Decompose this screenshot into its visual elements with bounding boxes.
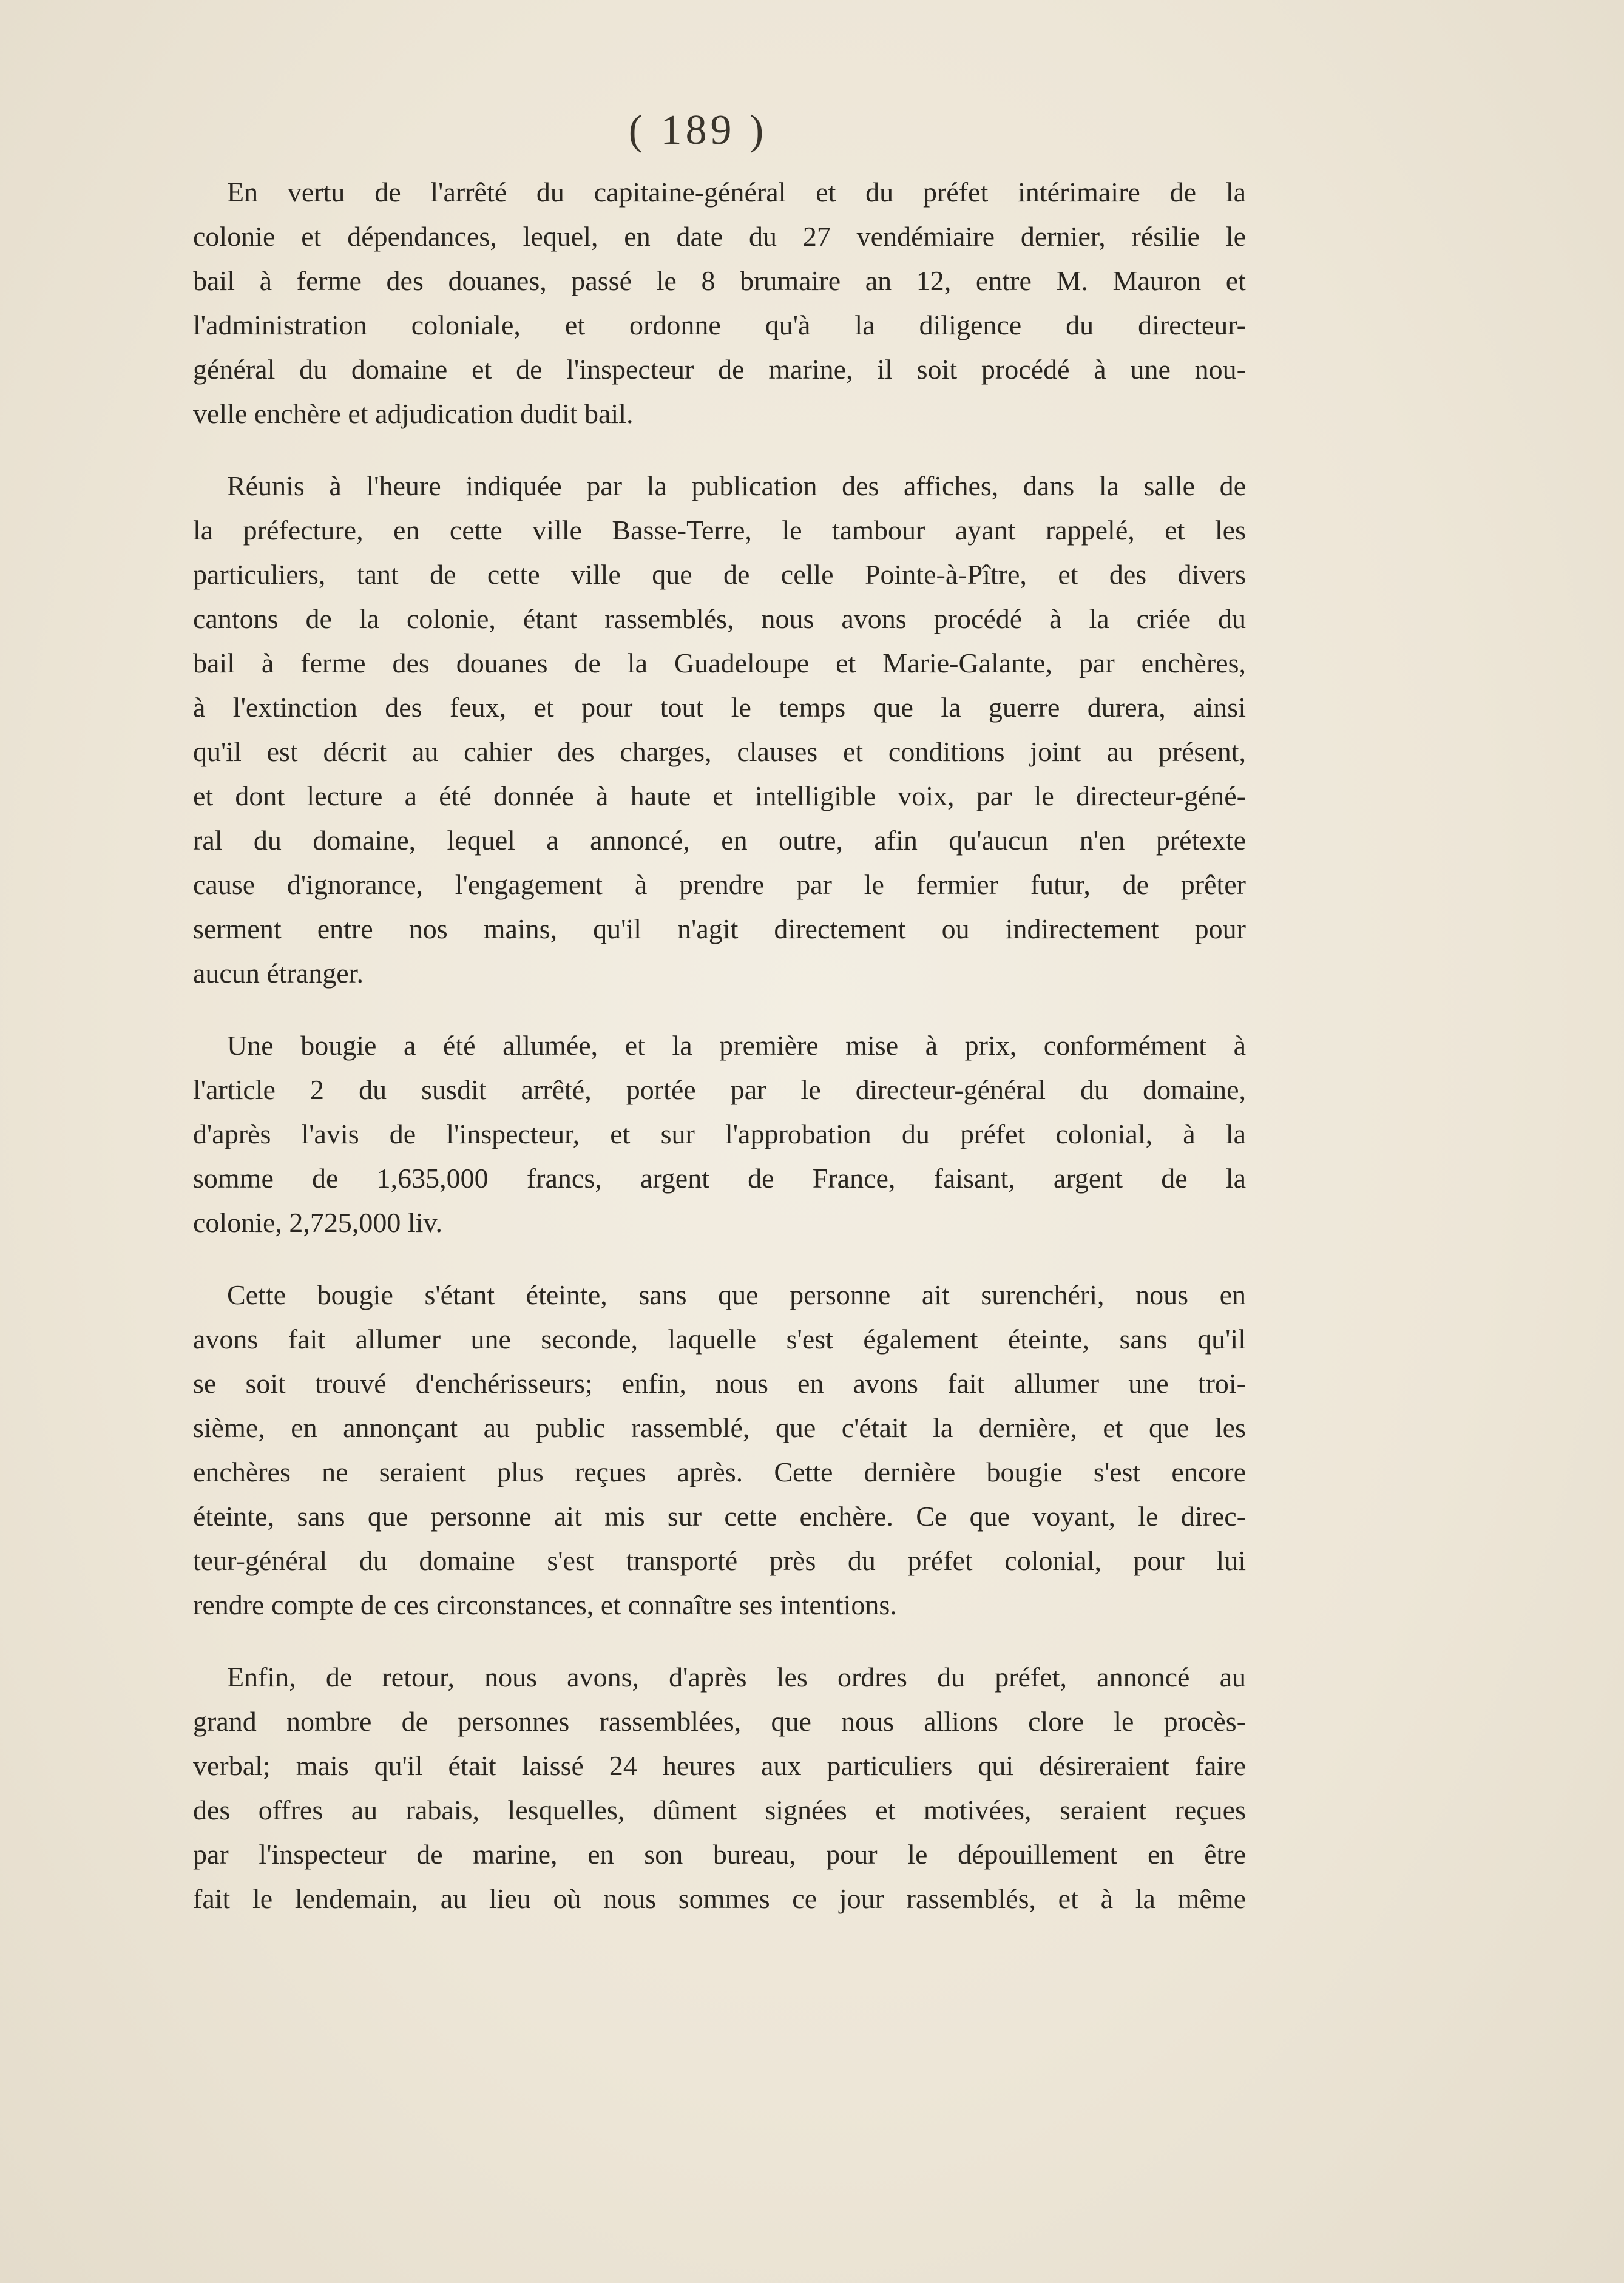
text-line: éteinte, sans que personne ait mis sur cette enchère. Ce que voyant, le direc- bbox=[193, 1501, 1246, 1532]
page-number: ( 189 ) bbox=[628, 107, 768, 154]
paragraph-5 bbox=[193, 1655, 1246, 1921]
text-line: ral du domaine, lequel a annoncé, en outre, afin qu'aucun n'en prétexte bbox=[193, 825, 1246, 856]
text-line: bail à ferme des douanes, passé le 8 brumaire an 12, entre M. Mauron et bbox=[193, 265, 1246, 296]
text-line: cantons de la colonie, étant rassemblés, nous avons procédé à la criée du bbox=[193, 603, 1246, 634]
text-line: grand nombre de personnes rassemblées, que nous allions clore le procès- bbox=[193, 1706, 1246, 1737]
text-line: Réunis à l'heure indiquée par la publication des affiches, dans la salle de bbox=[227, 470, 1246, 501]
text-line: colonie, 2,725,000 liv. bbox=[193, 1207, 442, 1238]
text-line: qu'il est décrit au cahier des charges, clauses et conditions joint au présent, bbox=[193, 736, 1246, 767]
text-line: En vertu de l'arrêté du capitaine-général et du préfet intérimaire de la bbox=[227, 177, 1246, 208]
text-line: général du domaine et de l'inspecteur de marine, il soit procédé à une nou- bbox=[193, 354, 1246, 385]
text-line: et dont lecture a été donnée à haute et intelligible voix, par le directeur-géné- bbox=[193, 780, 1246, 811]
text-line: fait le lendemain, au lieu où nous sommes ce jour rassemblés, et à la même bbox=[193, 1883, 1246, 1914]
text-body bbox=[193, 170, 1246, 1921]
text-line: avons fait allumer une seconde, laquelle s'est également éteinte, sans qu'il bbox=[193, 1324, 1246, 1355]
text-line: se soit trouvé d'enchérisseurs; enfin, nous en avons fait allumer une troi- bbox=[193, 1368, 1246, 1399]
text-line: aucun étranger. bbox=[193, 958, 364, 989]
text-line: la préfecture, en cette ville Basse-Terre, le tambour ayant rappelé, et les bbox=[193, 515, 1246, 546]
text-line: bail à ferme des douanes de la Guadeloupe et Marie-Galante, par enchères, bbox=[193, 648, 1246, 678]
text-line: rendre compte de ces circonstances, et connaître ses intentions. bbox=[193, 1589, 897, 1620]
text-line: par l'inspecteur de marine, en son bureau, pour le dépouillement en être bbox=[193, 1839, 1246, 1870]
text-line: l'administration coloniale, et ordonne qu'à la diligence du directeur- bbox=[193, 309, 1246, 340]
text-line: sième, en annonçant au public rassemblé, que c'était la dernière, et que les bbox=[193, 1412, 1246, 1443]
paragraph-1 bbox=[193, 170, 1246, 436]
text-line: colonie et dépendances, lequel, en date du 27 vendémiaire dernier, résilie le bbox=[193, 221, 1246, 252]
paragraph-2 bbox=[193, 464, 1246, 995]
text-line: enchères ne seraient plus reçues après. Cette dernière bougie s'est encore bbox=[193, 1456, 1246, 1487]
text-line: cause d'ignorance, l'engagement à prendre par le fermier futur, de prêter bbox=[193, 869, 1246, 900]
text-line: l'article 2 du susdit arrêté, portée par le directeur-général du domaine, bbox=[193, 1074, 1246, 1105]
text-line: à l'extinction des feux, et pour tout le temps que la guerre durera, ainsi bbox=[193, 692, 1246, 723]
text-line: Une bougie a été allumée, et la première mise à prix, conformément à bbox=[227, 1030, 1246, 1061]
text-line: des offres au rabais, lesquelles, dûment signées et motivées, seraient reçues bbox=[193, 1794, 1246, 1825]
text-line: velle enchère et adjudication dudit bail. bbox=[193, 398, 634, 429]
paragraph-4 bbox=[193, 1273, 1246, 1627]
text-line: Cette bougie s'étant éteinte, sans que personne ait surenchéri, nous en bbox=[227, 1279, 1246, 1310]
text-line: serment entre nos mains, qu'il n'agit directement ou indirectement pour bbox=[193, 913, 1246, 944]
paragraph-3 bbox=[193, 1023, 1246, 1245]
text-line: particuliers, tant de cette ville que de celle Pointe-à-Pître, et des divers bbox=[193, 559, 1246, 590]
text-line: somme de 1,635,000 francs, argent de France, faisant, argent de la bbox=[193, 1163, 1246, 1194]
text-line: teur-général du domaine s'est transporté près du préfet colonial, pour lui bbox=[193, 1545, 1246, 1576]
text-line: verbal; mais qu'il était laissé 24 heures aux particuliers qui désireraient faire bbox=[193, 1750, 1246, 1781]
text-line: d'après l'avis de l'inspecteur, et sur l'approbation du préfet colonial, à la bbox=[193, 1118, 1246, 1149]
text-line: Enfin, de retour, nous avons, d'après les ordres du préfet, annoncé au bbox=[227, 1662, 1246, 1693]
